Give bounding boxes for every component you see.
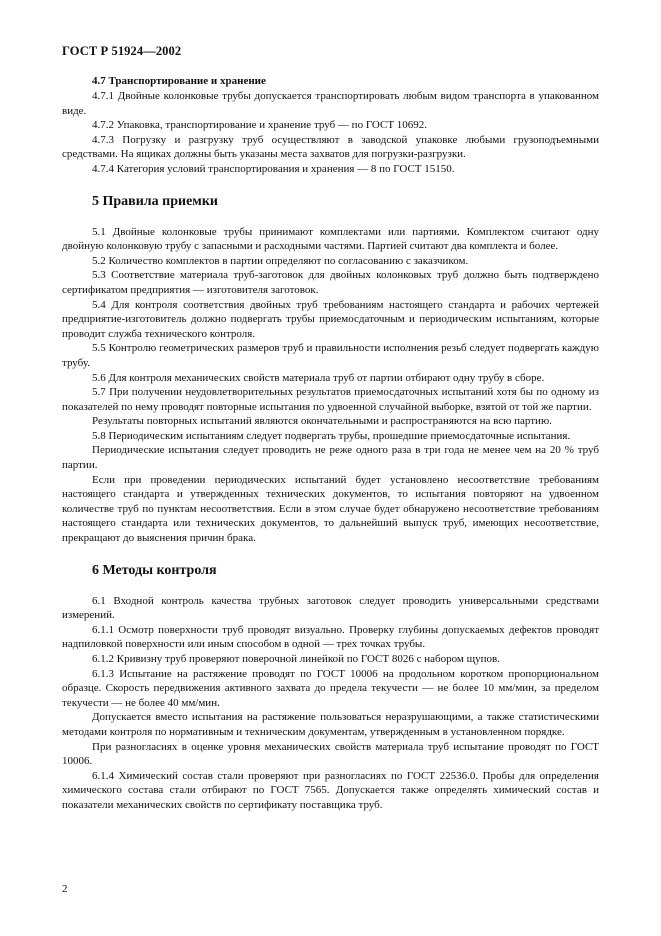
paragraph: 6.1.4 Химический состав стали проверяют при разногласиях по ГОСТ 22536.0. Пробы для определения химического состава стали отбирают по ГОСТ 7565. Допускается также определять химический состав и показатели механических свойств по сертификату поставщика труб.	[62, 769, 599, 811]
paragraph: При разногласиях в оценке уровня механических свойств материала труб испытание проводят по ГОСТ 10006.	[62, 740, 599, 768]
paragraph: 5.2 Количество комплектов в партии определяют по согласованию с заказчиком.	[92, 254, 469, 267]
paragraph: 5.6 Для контроля механических свойств материала труб от партии отбирают одну трубу в сборе.	[92, 371, 545, 384]
paragraph: Допускается вместо испытания на растяжение пользоваться неразрушающими, а также статистическими методами контроля по нормативным и техническим документам, утвержденным в установленном порядке.	[62, 711, 599, 738]
paragraph: 6.1 Входной контроль качества трубных заготовок следует проводить универсальными средствами измерений.	[62, 594, 599, 622]
paragraph: 4.7.1 Двойные колонковые трубы допускается транспортировать любым видом транспорта в упакованном виде.	[62, 90, 599, 117]
page-content	[62, 74, 599, 813]
page-number: 2	[62, 883, 68, 895]
paragraph: 5.4 Для контроля соответствия двойных труб требованиям настоящего стандарта и рабочих чертежей предприятие-изготовитель должно подвергать трубы приемосдаточным и периодическим испытаниям, которые проводит служба технического контроля.	[62, 298, 599, 340]
paragraph: Результаты повторных испытаний являются окончательными и распространяются на всю партию.	[92, 415, 552, 428]
paragraph: 4.7.3 Погрузку и разгрузку труб осуществляют в заводской упаковке любыми грузоподъемными средствами. На ящиках должны быть указаны места захватов для погрузки-разгрузки.	[62, 133, 599, 161]
paragraph: 5.3 Соответствие материала труб-заготовок для двойных колонковых труб должно быть подтверждено сертификатом предприятия — изготовителя заготовок.	[62, 269, 599, 296]
paragraph: 6.1.1 Осмотр поверхности труб проводят визуально. Проверку глубины допускаемых дефектов проводят надпиловкой поверхности или иным способом в одной — трех точках трубы.	[62, 623, 599, 651]
paragraph: 5.8 Периодическим испытаниям следует подвергать трубы, прошедшие приемосдаточные испытания.	[92, 429, 571, 442]
paragraph: 4.7.2 Упаковка, транспортирование и хранение труб — по ГОСТ 10692.	[92, 119, 428, 132]
document-code-header: ГОСТ Р 51924—2002	[62, 44, 182, 58]
paragraph: Периодические испытания следует проводить не реже одного раза в три года не менее чем на 20 % труб партии.	[62, 444, 599, 472]
subsection-title-4-7: 4.7 Транспортирование и хранение	[92, 75, 266, 87]
section-title-5: 5 Правила приемки	[92, 193, 218, 209]
section-title-6: 6 Методы контроля	[92, 562, 217, 578]
paragraph: Если при проведении периодических испытаний будет установлено несоответствие требованиям настоящего стандарта и утвержденных технических документов, то испытания повторяют на удвоенном количестве труб по пунктам несоответствия. Если в этом случае будет обнаружено несоответствие требованиям настоящего стандарта или технических документов, то дальнейший выпуск труб, имеющих несоответствие, прекращают до выяснения причин брака.	[62, 473, 599, 545]
paragraph: 6.1.3 Испытание на растяжение проводят по ГОСТ 10006 на продольном коротком пропорциональном образце. Скорость передвижения активного захвата до предела текучести — не более 10 мм/мин, за пределом текучести — не более 40 мм/мин.	[62, 667, 599, 709]
paragraph: 5.1 Двойные колонковые трубы принимают комплектами или партиями. Комплектом считают одну двойную колонковую трубу с запасными и расходными частями. Партией считают два комплекта и более.	[62, 225, 599, 253]
paragraph: 5.7 При получении неудовлетворительных результатов приемосдаточных испытаний хотя бы по одному из показателей по нему проводят повторные испытания по удвоенной случайной выборке, взятой от той же партии.	[62, 386, 599, 413]
paragraph: 5.5 Контролю геометрических размеров труб и правильности исполнения резьб следует подвергать каждую трубу.	[62, 342, 599, 369]
paragraph: 4.7.4 Категория условий транспортирования и хранения — 8 по ГОСТ 15150.	[92, 162, 455, 175]
paragraph: 6.1.2 Кривизну труб проверяют поверочной линейкой по ГОСТ 8026 с набором щупов.	[92, 653, 500, 665]
